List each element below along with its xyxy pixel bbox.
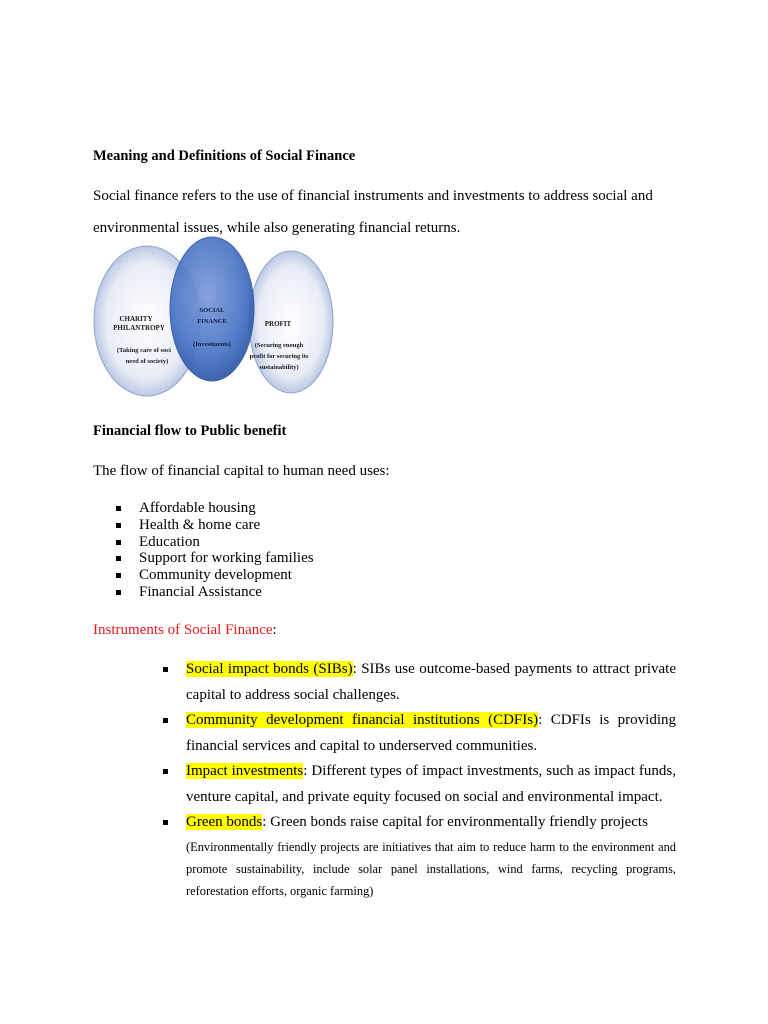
definition-paragraph: Social finance refers to the use of financial instruments and investments to address social and environmental issues, while also generating financial returns.: [93, 188, 653, 236]
venn-label: CHARITY: [119, 315, 153, 323]
uses-list: [93, 500, 314, 601]
venn-label: (Investments): [193, 341, 231, 348]
list-item: Support for working families: [93, 550, 314, 567]
venn-label: (Taking care of soci: [117, 347, 171, 354]
bullet-icon: [163, 718, 168, 723]
list-item: Community development: [93, 567, 314, 584]
venn-label: need of society): [125, 358, 169, 365]
bullet-icon: [116, 523, 121, 528]
venn-label: sustainability): [259, 364, 299, 371]
venn-diagram: [92, 236, 337, 398]
bullet-icon: [116, 556, 121, 561]
instrument-term: Social impact bonds (SIBs): [186, 661, 353, 677]
list-item: Social impact bonds (SIBs): SIBs use outcome-based payments to attract private capital to address social challenges.: [140, 657, 676, 708]
venn-label: profit for securing its: [249, 353, 309, 360]
bullet-icon: [163, 667, 168, 672]
venn-label: PROFIT: [264, 320, 292, 328]
bullet-icon: [116, 506, 121, 511]
bullet-icon: [116, 590, 121, 595]
instruments-heading: Instruments of Social Finance:: [93, 622, 277, 638]
list-item: Affordable housing: [93, 500, 314, 517]
instruments-list: [140, 657, 676, 902]
venn-label: PHILANTROPY: [113, 324, 165, 332]
list-item: Education: [93, 534, 314, 551]
bullet-icon: [163, 769, 168, 774]
list-item: Financial Assistance: [93, 584, 314, 601]
list-item: Green bonds: Green bonds raise capital for environmentally friendly projects (Environmentally friendly projects are initiatives that aim to reduce harm to the environment and promote sustainability, include solar panel installations, wind farms, recycling programs, reforestation efforts, organic farming): [140, 810, 676, 902]
section-heading-definitions: Meaning and Definitions of Social Finance: [93, 148, 356, 164]
instrument-term: Impact investments: [186, 763, 304, 779]
section-heading-financial-flow: Financial flow to Public benefit: [93, 423, 287, 439]
list-item: Impact investments: Different types of impact investments, such as impact funds, venture capital, and private equity focused on social and environmental impact.: [140, 759, 676, 810]
list-item: Health & home care: [93, 517, 314, 534]
bullet-icon: [116, 540, 121, 545]
instrument-term: Green bonds: [186, 814, 263, 830]
instrument-note: (Environmentally friendly projects are initiatives that aim to reduce harm to the environment and promote sustainability, include solar panel installations, wind farms, recycling programs, reforestation efforts, organic farming): [186, 839, 676, 898]
bullet-icon: [116, 573, 121, 578]
venn-label: (Securing enough: [254, 342, 304, 349]
list-item: Community development financial institutions (CDFIs): CDFIs is providing financial services and capital to underserved communities.: [140, 708, 676, 759]
instrument-term: Community development financial institutions (CDFIs): [186, 712, 539, 728]
flow-intro: The flow of financial capital to human need uses:: [93, 463, 390, 479]
venn-label: FINANCE: [197, 318, 227, 325]
venn-label: SOCIAL: [199, 307, 225, 314]
bullet-icon: [163, 820, 168, 825]
